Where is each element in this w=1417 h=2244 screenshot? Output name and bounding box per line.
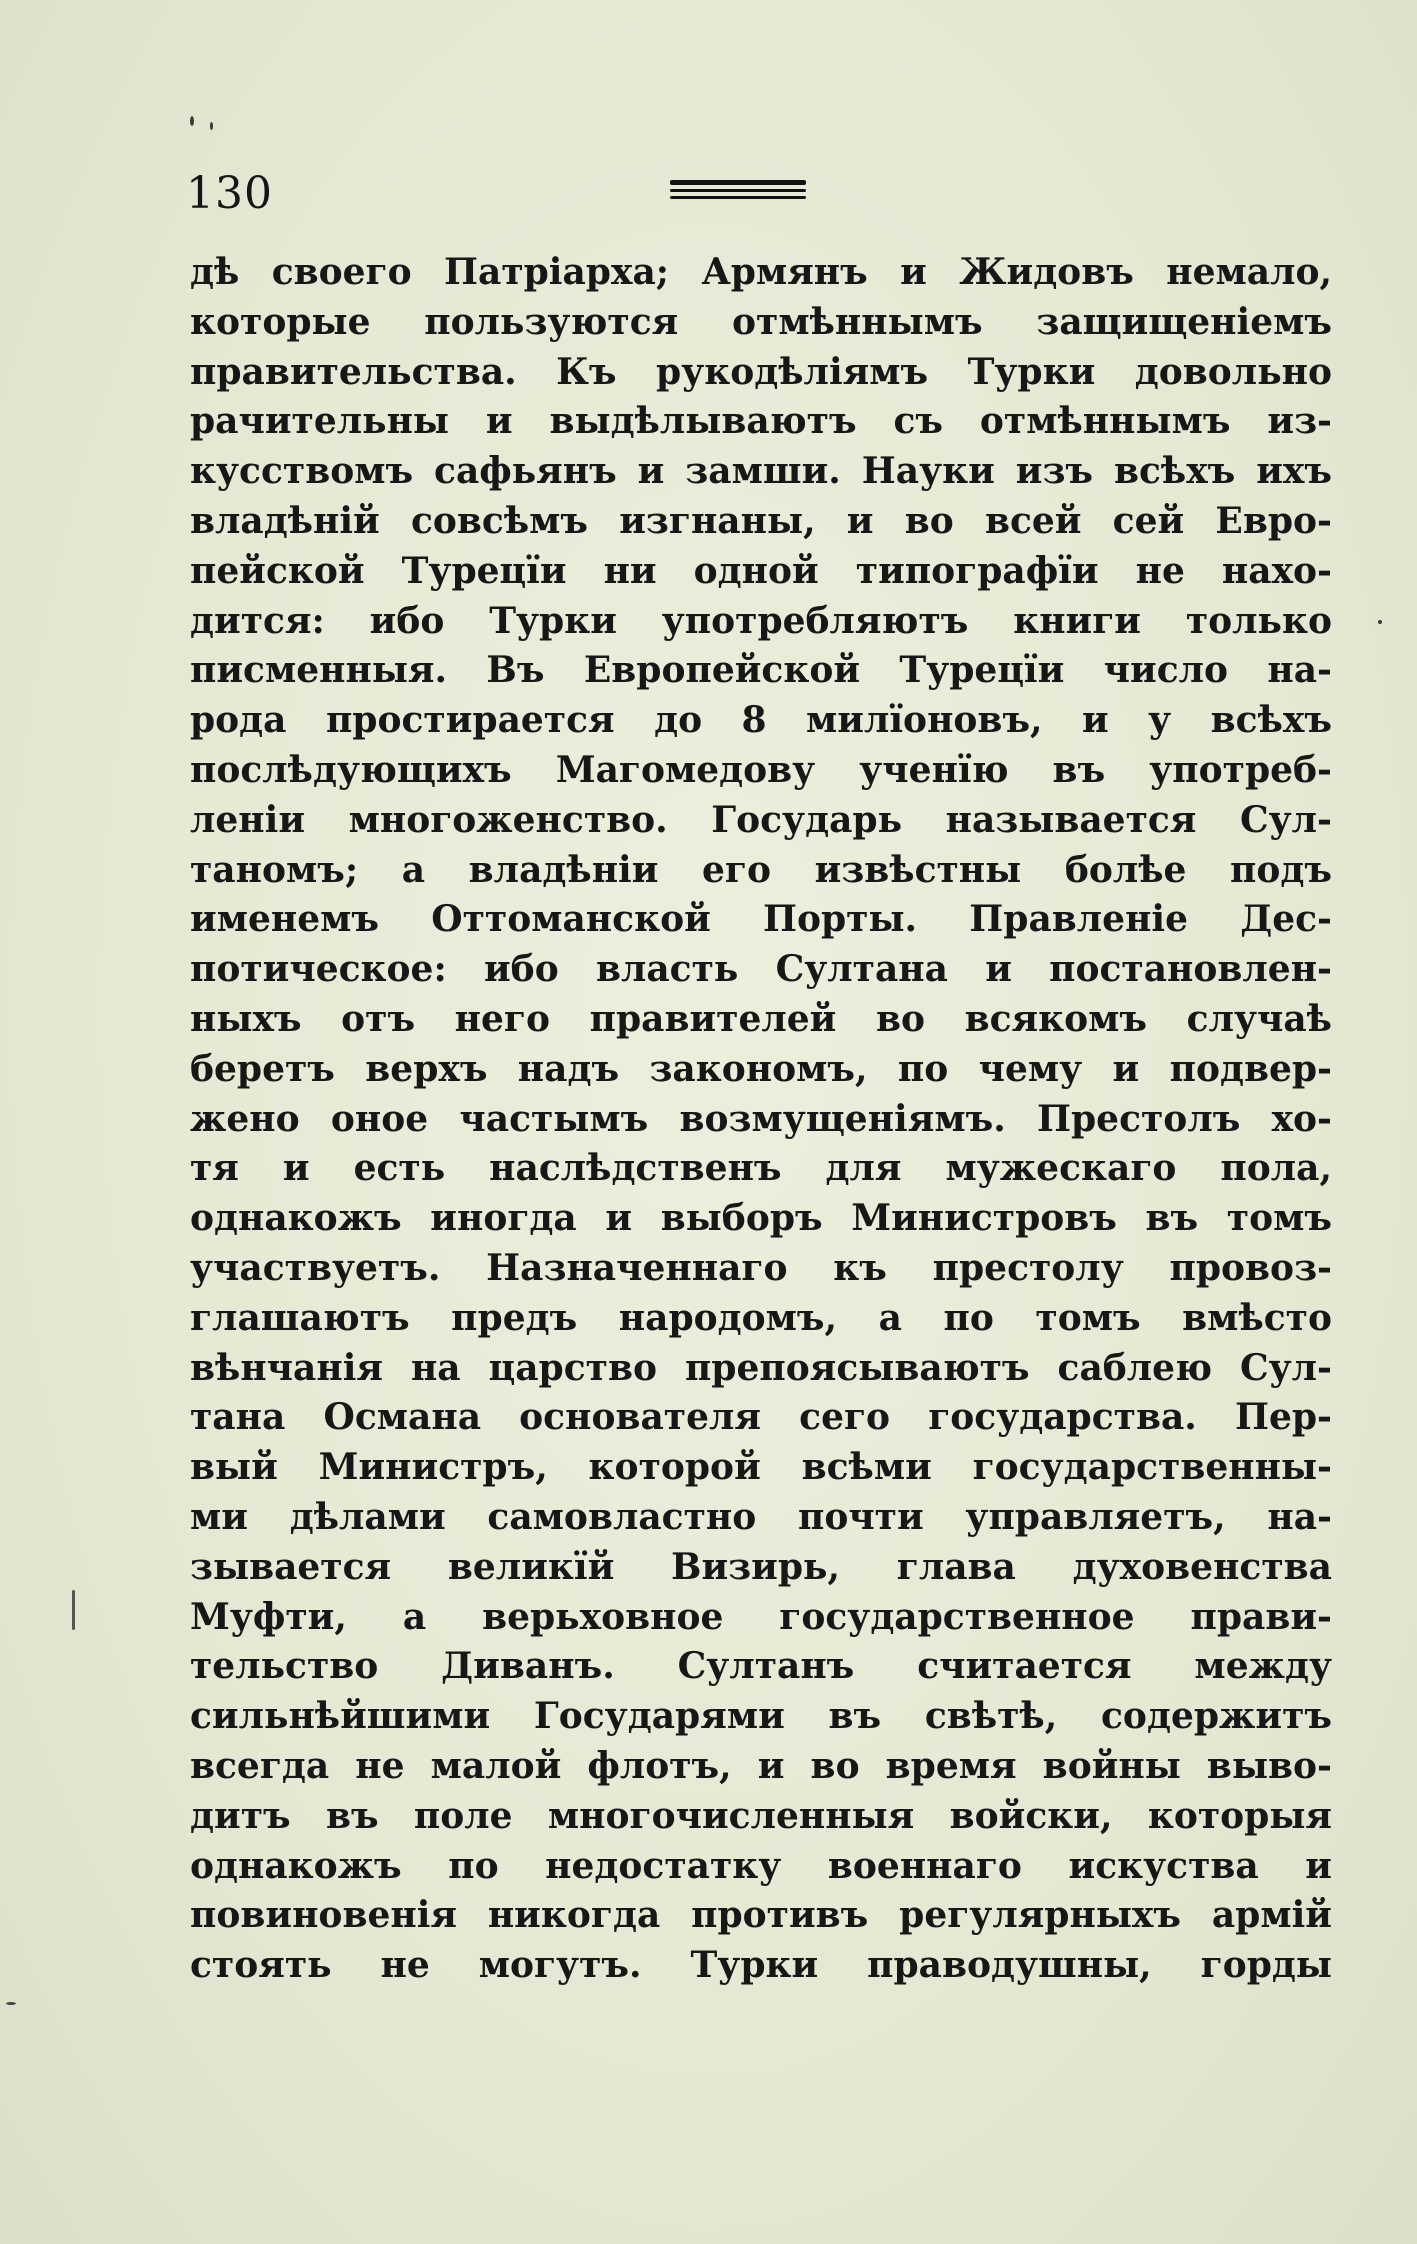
text-line: дѣ своего Патріарха; Армянъ и Жидовъ немало,: [190, 251, 1332, 293]
text-line: ныхъ отъ него правителей во всякомъ случаѣ: [190, 997, 1332, 1040]
print-speck: [190, 116, 194, 126]
print-speck: [72, 1590, 75, 1630]
text-line: которые пользуются отмѣннымъ защищеніемъ: [190, 300, 1332, 343]
text-line: жено оное частымъ возмущеніямъ. Престолъ хо-: [190, 1097, 1332, 1140]
text-line: тельство Диванъ. Султанъ считается между: [190, 1645, 1332, 1688]
text-line: рачительны и выдѣлываютъ съ отмѣннымъ из-: [190, 400, 1332, 443]
text-line: однакожъ иногда и выборъ Министровъ въ томъ: [190, 1197, 1332, 1240]
text-line: участвуетъ. Назначеннаго къ престолу провоз-: [190, 1246, 1332, 1289]
text-line: тана Османа основателя сего государства. Пер-: [190, 1396, 1332, 1439]
ornament-line: [670, 180, 806, 185]
text-line: вый Министръ, которой всѣми государственны-: [190, 1446, 1332, 1489]
print-speck: [210, 122, 213, 130]
page-number: 130: [186, 168, 273, 219]
text-line: ми дѣлами самовластно почти управляетъ, на-: [190, 1495, 1332, 1538]
text-line: стоять не могутъ. Турки праводушны, горды: [190, 1944, 1332, 1987]
text-line: таномъ; а владѣніи его извѣстны болѣе подъ: [190, 848, 1332, 891]
text-line: дится: ибо Турки употребляютъ книги только: [190, 599, 1332, 642]
text-line: сильнѣйшими Государями въ свѣтѣ, содержитъ: [190, 1695, 1332, 1738]
text-line: вѣнчанія на царство препоясываютъ саблею Сул-: [190, 1346, 1332, 1389]
text-line: именемъ Оттоманской Порты. Правленіе Дес-: [190, 898, 1332, 941]
text-line: кусствомъ сафьянъ и замши. Науки изъ всѣхъ ихъ: [190, 450, 1332, 493]
text-line: однакожъ по недостатку военнаго искуства и: [190, 1844, 1332, 1887]
text-line: послѣдующихъ Магомедову ученїю въ употреб-: [190, 748, 1332, 791]
text-line: повиновенія никогда противъ регулярныхъ армій: [190, 1894, 1332, 1937]
text-line: Муфти, а верьховное государственное прави-: [190, 1595, 1332, 1638]
header-ornament-rule: [670, 180, 806, 206]
text-line: пейской Турецїи ни одной типографїи не нахо-: [190, 549, 1332, 592]
text-line: дитъ въ поле многочисленныя войски, которыя: [190, 1794, 1332, 1837]
text-line: глашаютъ предъ народомъ, а по томъ вмѣсто: [190, 1296, 1332, 1339]
ornament-line: [670, 189, 806, 192]
text-line: зывается великїй Визирь, глава духовенства: [190, 1545, 1332, 1588]
text-line: владѣній совсѣмъ изгнаны, и во всей сей Евро-: [190, 499, 1332, 542]
text-line: леніи многоженство. Государь называется Сул-: [190, 798, 1332, 841]
text-line: рода простирается до 8 милїоновъ, и у всѣхъ: [190, 699, 1332, 742]
body-text: [190, 248, 1332, 1991]
text-line: правительства. Къ рукодѣліямъ Турки довольно: [190, 350, 1332, 393]
print-speck: [1378, 620, 1382, 624]
text-line: писменныя. Въ Европейской Турецїи число на-: [190, 649, 1332, 692]
print-speck: [6, 2002, 16, 2005]
text-line: всегда не малой флотъ, и во время войны выво-: [190, 1744, 1332, 1787]
text-line: тя и есть наслѣдственъ для мужескаго пола,: [190, 1147, 1332, 1190]
ornament-line: [670, 196, 806, 199]
text-line: беретъ верхъ надъ закономъ, по чему и подвер-: [190, 1047, 1332, 1090]
text-line: потическое: ибо власть Султана и постановлен-: [190, 948, 1332, 991]
